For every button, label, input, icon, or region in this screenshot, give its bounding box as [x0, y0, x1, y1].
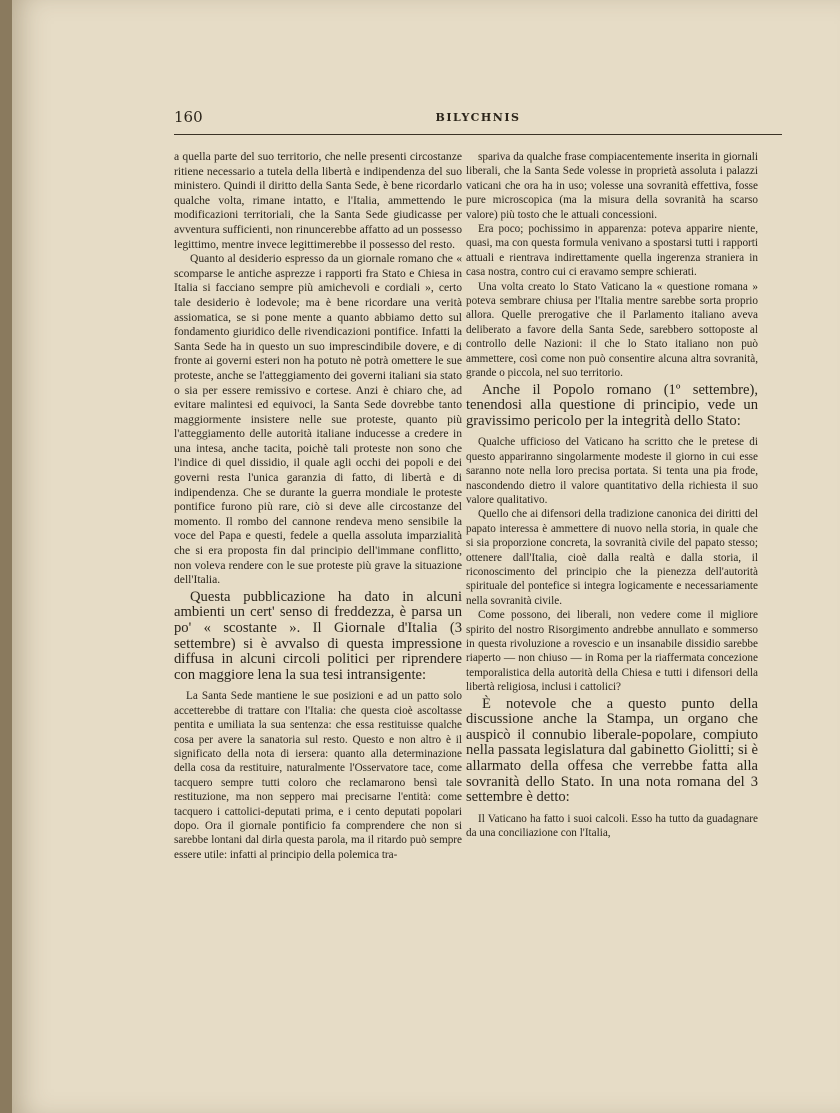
page-number: 160	[174, 108, 203, 126]
running-title: BILYCHNIS	[435, 111, 521, 124]
right-column	[466, 150, 758, 841]
quoted-paragraph: La Santa Sede mantiene le sue posizioni e ad un patto solo accetterebbe di trattare con l'Italia: che questa cioè ascoltasse pentita e umiliata la sua sentenza: che essa restituisse qualche cosa per avere la sanatoria sul resto. Questo e non altro è il significato della nota di iersera: quanto alla determinazione della cosa da restituire, naturalmente l'Osservatore tace, come tacquero sempre tutti coloro che reclamarono bensì tale restituzione, ma non seppero mai precisarne l'entità: come tacquero i cattolici-deputati prima, e i cento deputati popolari dopo. Ora il giornale pontificio fa comprendere che non si sarebbe lontani dal dirla questa parola, ma il ritardo può sempre essere utile: infatti al principio della polemica tra-	[174, 690, 462, 861]
page	[12, 0, 840, 1113]
quoted-paragraph: spariva da qualche frase compiacentemente inserita in giornali liberali, che la Santa Sede volesse in proprietà assoluta i palazzi vaticani che ora ha in uso; volesse una sovranità effettiva, fosse pure microscopica (ma la misura della sovranità ha scarso valore) più tosto che le attuali concessioni.	[466, 151, 758, 221]
paragraph-large: È notevole che a questo punto della discussione anche la Stampa, un organo che auspicò il connubio liberale-popolare, compiuto nella passata legislatura dal gabinetto Giolitti; si è allarmato della offesa che verrebbe fatta alla sovranità dello Stato. In una nota romana del 3 settembre è detto:	[466, 695, 758, 806]
left-column	[174, 150, 462, 862]
quoted-paragraph: Una volta creato lo Stato Vaticano la « questione romana » poteva sembrare chiusa per l'Italia mentre sarebbe sorta proprio allora. Quelle prerogative che il Parlamento italiano aveva deliberato a favore della Santa Sede, sarebbero sottoposte al controllo delle Nazioni: il che lo Stato italiano non può ammettere, così come non può consentire alcuna altra sovranità, grande o piccola, nel suo territorio.	[466, 280, 758, 380]
quoted-paragraph: Come possono, dei liberali, non vedere come il migliore spirito del nostro Risorgimento andrebbe annullato e sommerso in questa rivoluzione a rovescio e un insanabile dissidio sarebbe riaperto — non chiuso — in Roma per la riaffermata concezione temporalistica della autorità della Chiesa e tutti i difensori della libertà religiosa, inclusi i cattolici?	[466, 609, 758, 694]
quoted-paragraph: Il Vaticano ha fatto i suoi calcoli. Esso ha tutto da guadagnare da una conciliazione con l'Italia,	[466, 812, 758, 840]
page-header	[174, 108, 782, 135]
paragraph-large: Anche il Popolo romano (1º settembre), tenendosi alla questione di principio, vede un gravissimo pericolo per la integrità dello Stato:	[466, 381, 758, 429]
paragraph: a quella parte del suo territorio, che nelle presenti circostanze ritiene necessario a tutela della libertà e indipendenza del suo ministero. Quindi il diritto della Santa Sede, è bene ricordarlo qualche volta, rimane intatto, e l'Italia, ammettendo le modificazioni territoriali, che la Santa Sede giudicasse per avventura sufficienti, non rinuncerebbe affatto ad un possesso legittimo, mentre invece legittimerebbe il possesso del resto.	[174, 150, 462, 251]
paragraph: Quanto al desiderio espresso da un giornale romano che « scomparse le antiche asprezze i rapporti fra Stato e Chiesa in Italia si facciano sempre più amichevoli e cordiali », certo tale desiderio è lodevole; ma è bene ricordare una verità assiomatica, se si pone mente a quanto abbiamo detto sul fondamento giuridico delle rivendicazioni pontifice. Infatti la Santa Sede ha in questo un suo imprescindibile dovere, e di fronte ai governi esteri non ha potuto nè potrà omettere le sue proteste, anche se l'atteggiamento dei governi italiani sia stato o sia per essere remissivo e cortese. Anzi è chiaro che, ad evitare malintesi ed equivoci, la Santa Sede dovrebbe tanto maggiormente insistere nelle sue proteste, quanto più l'atteggiamento delle autorità italiane inducesse a credere in una intesa, anche tacita, poichè tali proteste non sono che l'indice di quel dissidio, il quale agli occhi dei popoli e dei governi resta l'unica garanzia di fatto, di libertà e di indipendenza. Che se durante la guerra mondiale le proteste pontifice furono più rare, ciò si deve alle circostanze del momento. Il rombo del cannone rendeva meno sensibile la voce del Papa e questi, fedele a quella assoluta imparzialità che si era proposta fin dal principio dell'immane conflitto, non voleva rendere con le sue proteste più grave la situazione dell'Italia.	[174, 252, 462, 587]
quoted-paragraph: Era poco; pochissimo in apparenza: poteva apparire niente, quasi, ma con questa formula venivano a spostarsi tutti i rapporti attuali e rientrava indirettamente quella ingerenza straniera in casa nostra, contro cui ci eravamo sempre schierati.	[466, 223, 758, 279]
paragraph-large: Questa pubblicazione ha dato in alcuni ambienti un cert' senso di freddezza, è parsa un po' « scostante ». Il Giornale d'Italia (3 settembre) si è avvalso di questa impressione diffusa in alcuni circoli politici per riprendere con maggiore lena la sua tesi intransigente:	[174, 588, 462, 683]
quoted-paragraph: Qualche ufficioso del Vaticano ha scritto che le pretese di questo appariranno singolarmente modeste il giorno in cui esse saranno note nella loro precisa portata. Si tenta una pia frode, nascondendo dietro il valore quantitativo della richiesta il suo valore qualitativo.	[466, 436, 758, 506]
quoted-paragraph: Quello che ai difensori della tradizione canonica dei diritti del papato interessa è ammettere di nuovo nella storia, in quale che si sia proporzione concreta, la sovranità civile del papato stesso; ottenere dall'Italia, cioè dalla realtà e dalla storia, il riconoscimento del principio che la pienezza dell'autorità spirituale del pontefice si integra logicamente e necessariamente nella sovranità civile.	[466, 508, 758, 607]
